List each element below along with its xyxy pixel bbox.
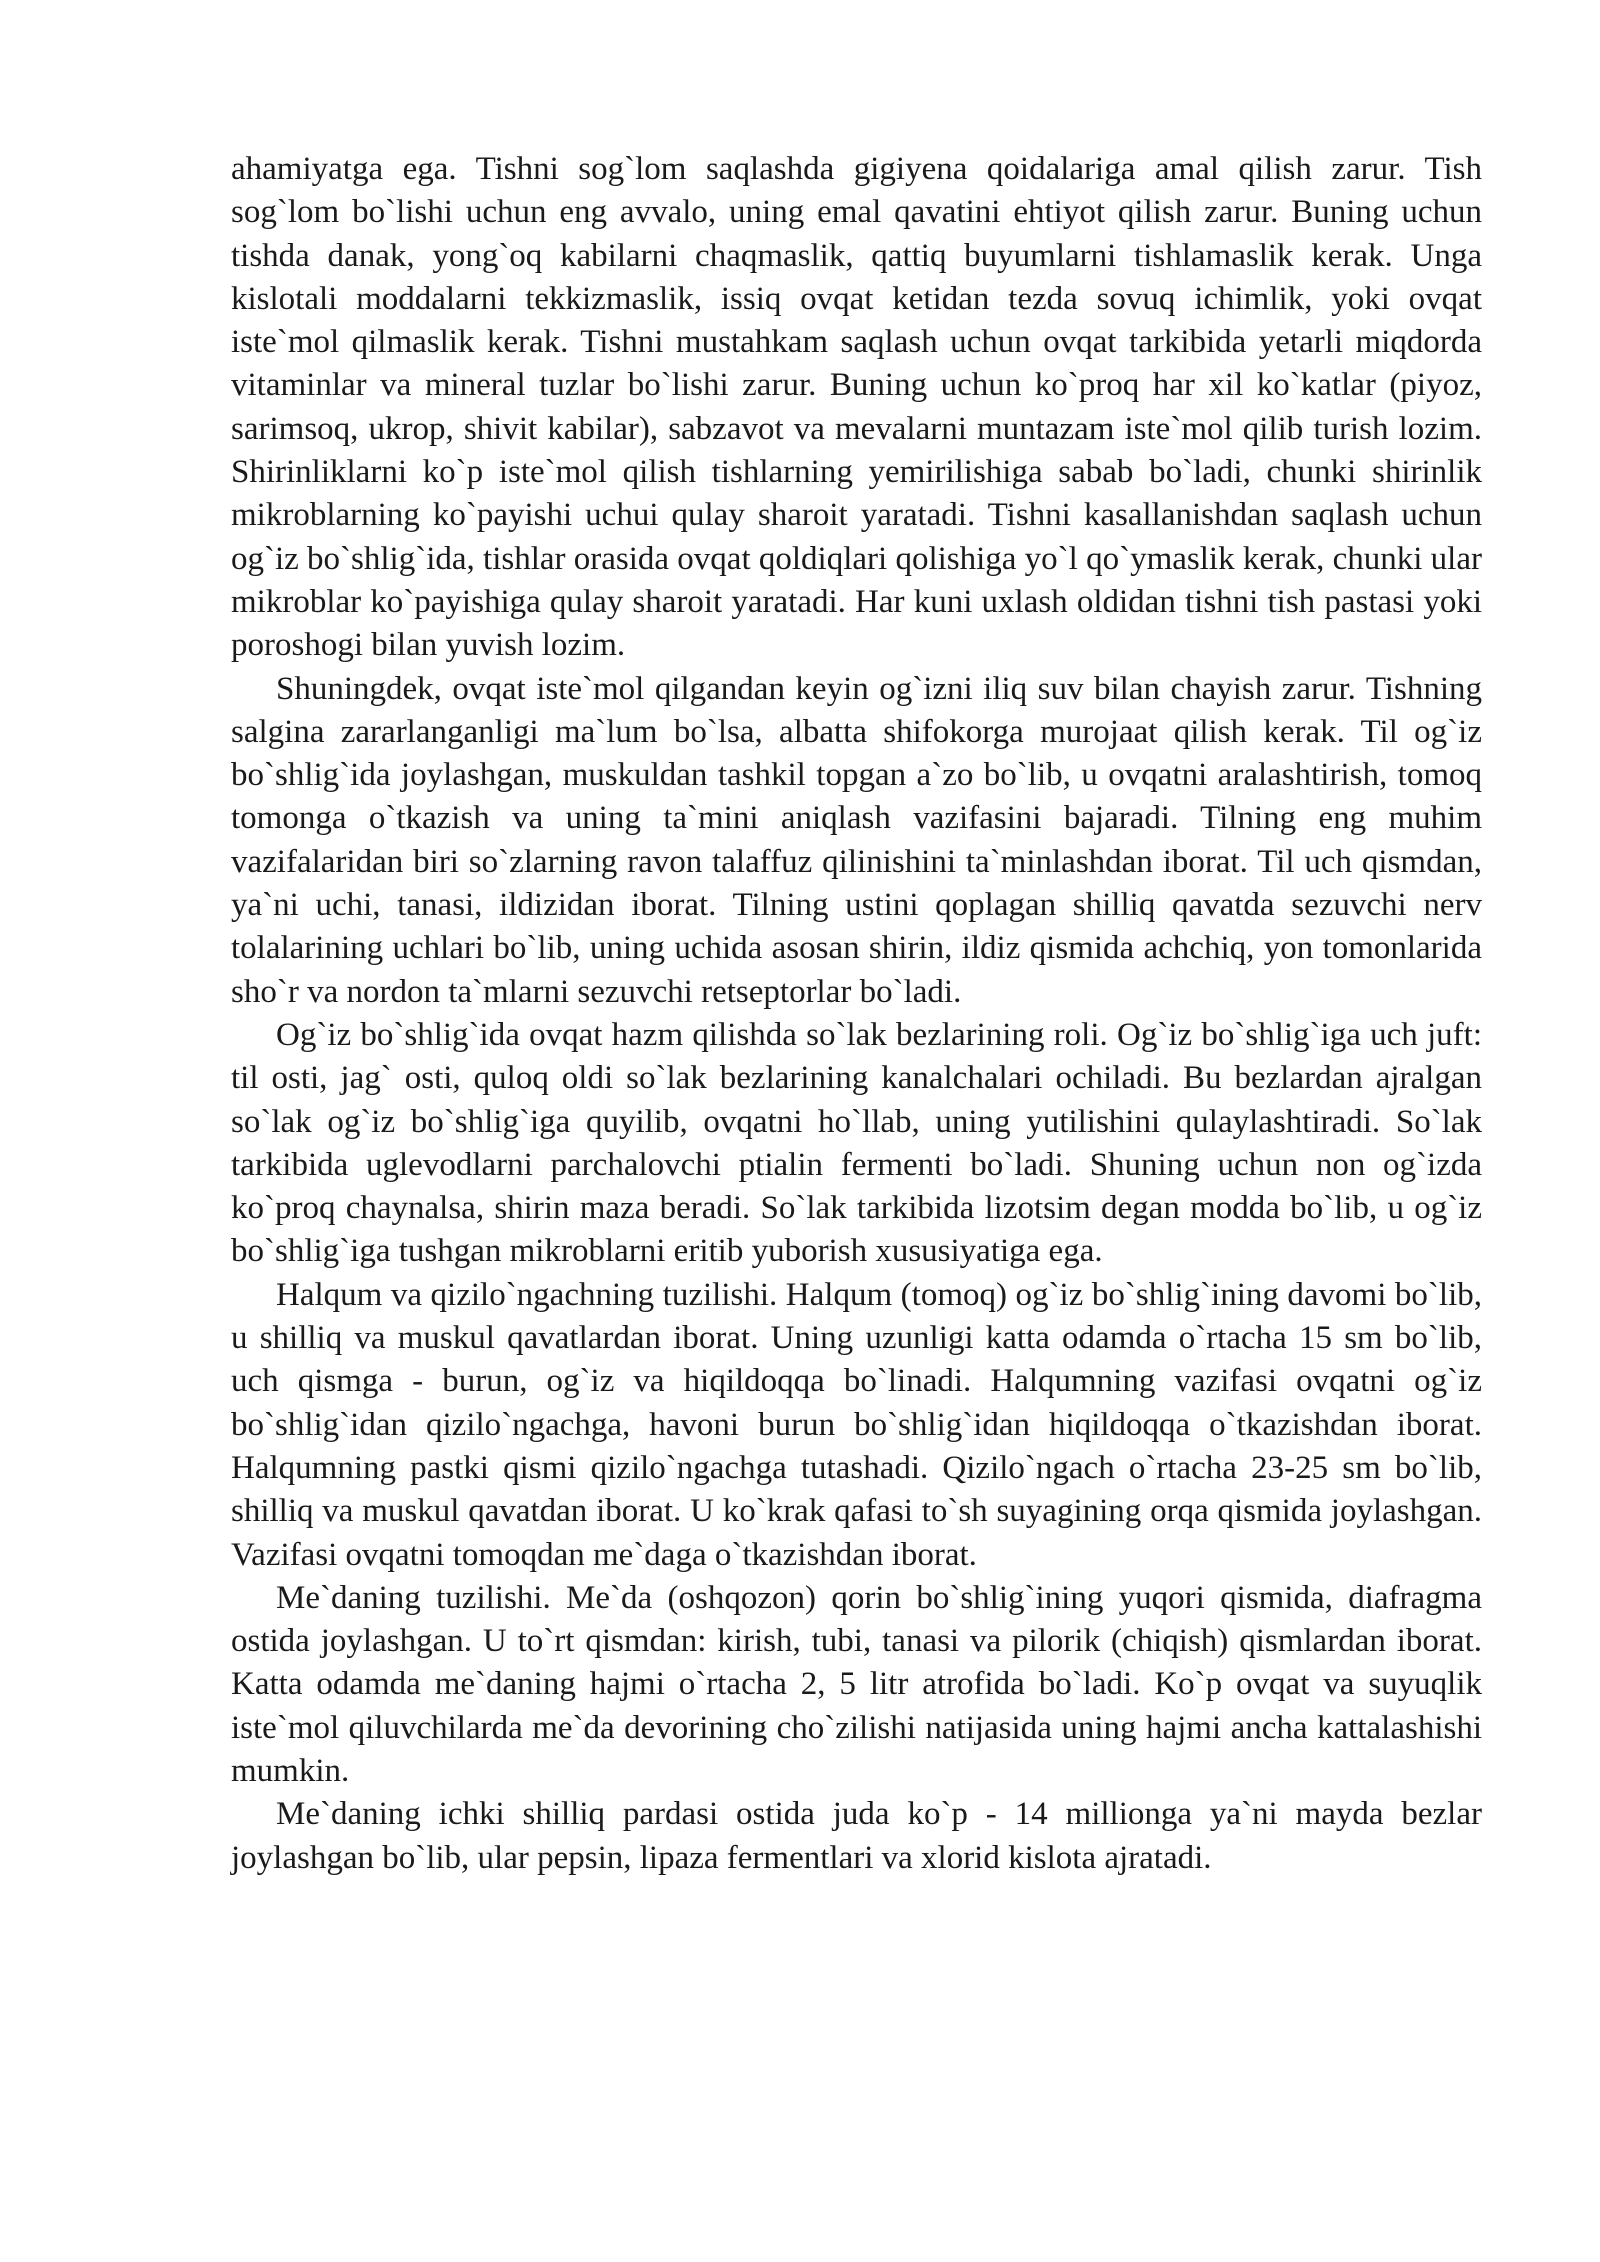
paragraph-stomach-glands: Me`daning ichki shilliq pardasi ostida juda ko`p - 14 millionga ya`ni mayda bezlar joylashgan bo`lib, ular pepsin, lipaza fermentlari va xlorid kislota ajratadi. <box>231 1796 1482 1876</box>
paragraph-pharynx-esophagus: Halqum va qizilo`ngachning tuzilishi. Halqum (tomoq) og`iz bo`shlig`ining davomi bo`lib, u shilliq va muskul qavatlardan iborat. Uning uzunligi katta odamda o`rtacha 15 sm bo`lib, uch qismga - burun, og`iz va hiqildoqqa bo`linadi. Halqumning vazifasi ovqatni og`iz bo`shlig`idan qizilo`ngachga, havoni burun bo`shlig`idan hiqildoqqa o`tkazishdan iborat. Halqumning pastki qismi qizilo`ngachga tutashadi. Qizilo`ngach o`rtacha 23-25 sm bo`lib, shilliq va muskul qavatdan iborat. U ko`krak qafasi to`sh suyagining orqa qismida joylashgan. Vazifasi ovqatni tomoqdan me`daga o`tkazishdan iborat. <box>231 1276 1482 1573</box>
paragraph-stomach-structure: Me`daning tuzilishi. Me`da (oshqozon) qorin bo`shlig`ining yuqori qismida, diafragma ostida joylashgan. U to`rt qismdan: kirish, tubi, tanasi va pilorik (chiqish) qismlardan iborat. Katta odamda me`daning hajmi o`rtacha 2, 5 litr atrofida bo`ladi. Ko`p ovqat va suyuqlik iste`mol qiluvchilarda me`da devorining cho`zilishi natijasida uning hajmi ancha kattalashishi mumkin. <box>231 1579 1482 1789</box>
document-page <box>231 148 1482 1880</box>
paragraph-tongue: Shuningdek, ovqat iste`mol qilgandan keyin og`izni iliq suv bilan chayish zarur. Tishning salgina zararlanganligi ma`lum bo`lsa, albatta shifokorga murojaat qilish kerak. Til og`iz bo`shlig`ida joylashgan, muskuldan tashkil topgan a`zo bo`lib, u ovqatni aralashtirish, tomoq tomonga o`tkazish va uning ta`mini aniqlash vazifasini bajaradi. Tilning eng muhim vazifalaridan biri so`zlarning ravon talaffuz qilinishini ta`minlashdan iborat. Til uch qismdan, ya`ni uchi, tanasi, ildizidan iborat. Tilning ustini qoplagan shilliq qavatda sezuvchi nerv tolalarining uchlari bo`lib, uning uchida asosan shirin, ildiz qismida achchiq, yon tomonlarida sho`r va nordon ta`mlarni sezuvchi retseptorlar bo`ladi. <box>231 670 1482 1010</box>
paragraph-salivary-glands: Og`iz bo`shlig`ida ovqat hazm qilishda so`lak bezlarining roli. Og`iz bo`shlig`iga uch juft: til osti, jag` osti, quloq oldi so`lak bezlarining kanalchalari ochiladi. Bu bezlardan ajralgan so`lak og`iz bo`shlig`iga quyilib, ovqatni ho`llab, uning yutilishini qulaylashtiradi. So`lak tarkibida uglevodlarni parchalovchi ptialin fermenti bo`ladi. Shuning uchun non og`izda ko`proq chaynalsa, shirin maza beradi. So`lak tarkibida lizotsim degan modda bo`lib, u og`iz bo`shlig`iga tushgan mikroblarni eritib yuborish xususiyatiga ega. <box>231 1016 1482 1270</box>
paragraph-tooth-hygiene: ahamiyatga ega. Tishni sog`lom saqlashda gigiyena qoidalariga amal qilish zarur. Tish sog`lom bo`lishi uchun eng avvalo, uning emal qavatini ehtiyot qilish zarur. Buning uchun tishda danak, yong`oq kabilarni chaqmaslik, qattiq buyumlarni tishlamaslik kerak. Unga kislotali moddalarni tekkizmaslik, issiq ovqat ketidan tezda sovuq ichimlik, yoki ovqat iste`mol qilmaslik kerak. Tishni mustahkam saqlash uchun ovqat tarkibida yetarli miqdorda vitaminlar va mineral tuzlar bo`lishi zarur. Buning uchun ko`proq har xil ko`katlar (piyoz, sarimsoq, ukrop, shivit kabilar), sabzavot va mevalarni muntazam iste`mol qilib turish lozim. Shirinliklarni ko`p iste`mol qilish tishlarning yemirilishiga sabab bo`ladi, chunki shirinlik mikroblarning ko`payishi uchui qulay sharoit yaratadi. Tishni kasallanishdan saqlash uchun og`iz bo`shlig`ida, tishlar orasida ovqat qoldiqlari qolishiga yo`l qo`ymaslik kerak, chunki ular mikroblar ko`payishiga qulay sharoit yaratadi. Har kuni uxlash oldidan tishni tish pastasi yoki poroshogi bilan yuvish lozim. <box>231 151 1482 664</box>
